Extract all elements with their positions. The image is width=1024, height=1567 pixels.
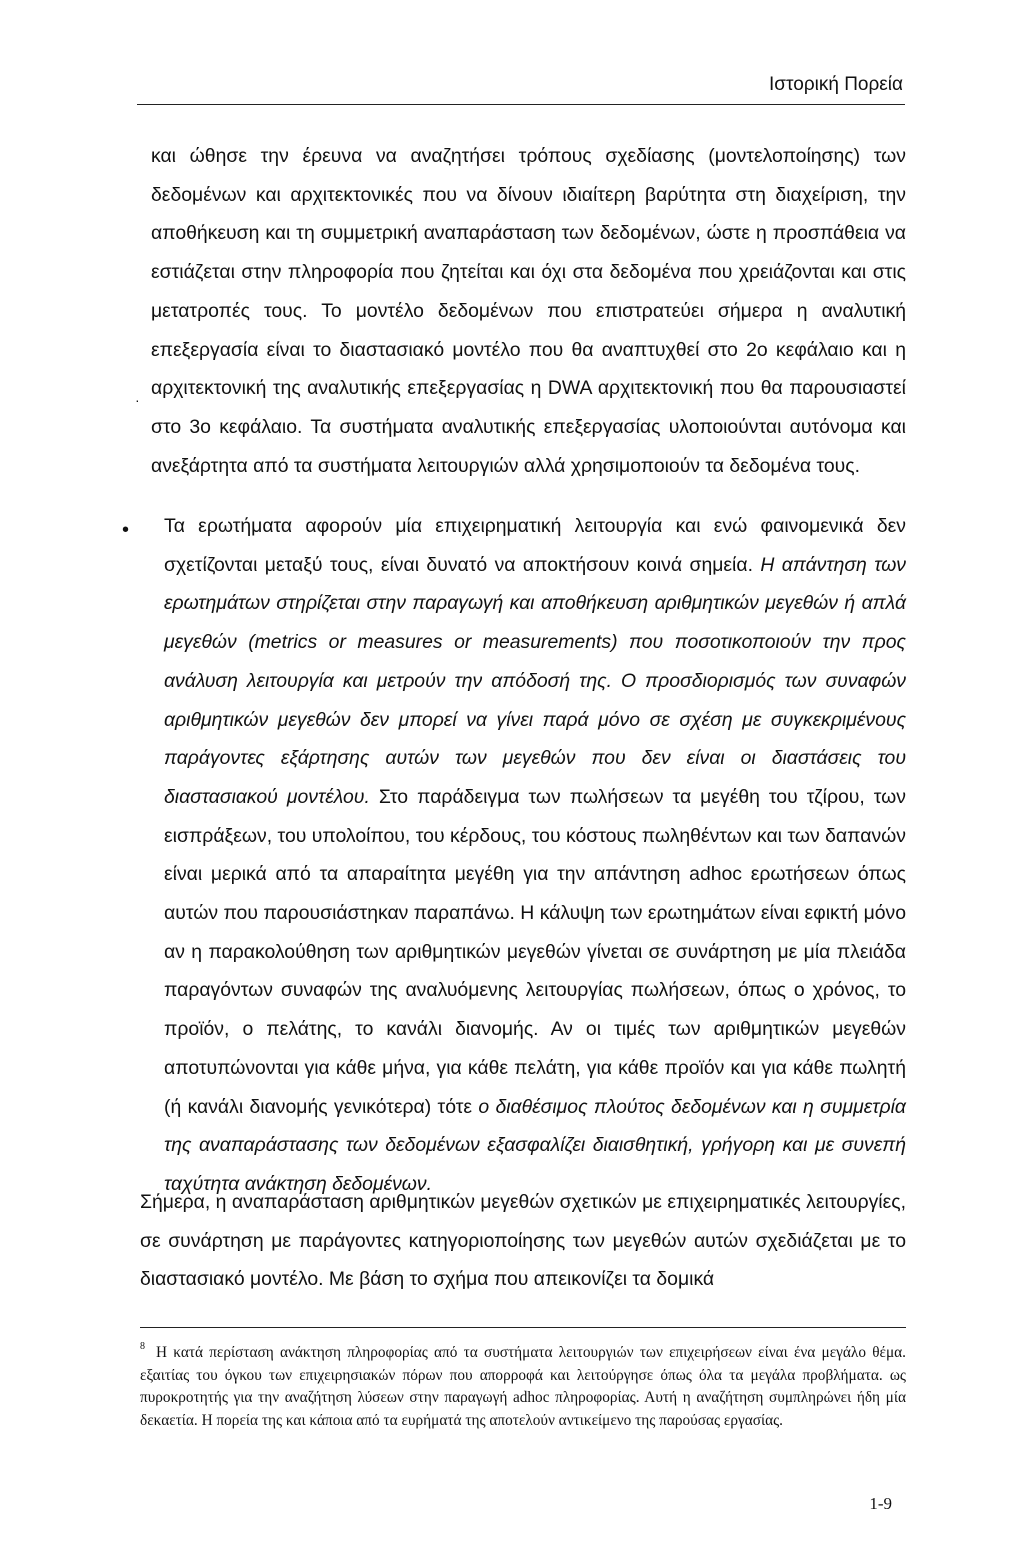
bullet-text-2: Στο παράδειγμα των πωλήσεων τα μεγέθη του τζίρου, των εισπράξεων, του υπολοίπου, του κέρδους, του κόστους πωληθέντων και των δαπανών είναι μερικά από τα απαραίτητα μεγέθη για την απάντηση adhoc ερωτήσεων όπως αυτών που παρουσιάστηκαν παραπάνω. Η κάλυψη των ερωτημάτων είναι εφικτή μόνο αν η παρακολούθηση των αριθμητικών μεγεθών γίνεται σε συνάρτηση με μία πλειάδα παραγόντων συναφών της αναλυόμενης λειτουργίας πωλήσεων, όπως ο χρόνος, το προϊόν, ο πελάτης, το κανάλι διανομής. Αν οι τιμές των αριθμητικών μεγεθών αποτυπώνονται για κάθε μήνα, για κάθε πελάτη, για κάθε προϊόν και για κάθε πωλητή (ή κανάλι διανομής γενικότερα) τότε xyxy=(164,785,906,1118)
bullet-paragraph xyxy=(164,507,906,1204)
margin-mark: · xyxy=(135,392,140,408)
footnote xyxy=(140,1342,906,1432)
bullet-italic-1: Η απάντηση των ερωτημάτων στηρίζεται στην παραγωγή και αποθήκευση αριθμητικών μεγεθών ή απλά μεγεθών (metrics or measures or measurements) που ποσοτικοποιούν την προς ανάλυση λειτουργία και μετρούν την απόδοσή της. Ο προσδιορισμός των συναφών αριθμητικών μεγεθών δεν μπορεί να γίνει παρά μόνο σε σχέση με συγκεκριμένους παράγοντες εξάρτησης αυτών των μεγεθών που δεν είναι οι διαστάσεις του διαστασιακού μοντέλου. xyxy=(164,553,907,808)
bullet-italic-2: ο διαθέσιμος πλούτος δεδομένων και η συμμετρία της αναπαράστασης των δεδομένων εξασφαλίζει διαισθητική, γρήγορη και με συνεπή ταχύτητα ανάκτηση δεδομένων. xyxy=(164,1095,906,1195)
footnote-marker: 8 xyxy=(140,1341,145,1352)
paragraph-today: Σήμερα, η αναπαράσταση αριθμητικών μεγεθών σχετικών με επιχειρηματικές λειτουργίες, σε συνάρτηση με παράγοντες κατηγοριοποίησης των μεγεθών αυτών σχεδιάζεται με το διαστασιακό μοντέλο. Με βάση το σχήμα που απεικονίζει τα δομικά xyxy=(140,1191,906,1291)
running-header-title: Ιστορική Πορεία xyxy=(769,74,903,95)
paragraph-continuation: και ώθησε την έρευνα να αναζητήσει τρόπους σχεδίασης (μοντελοποίησης) των δεδομένων και αρχιτεκτονικές που να δίνουν ιδιαίτερη βαρύτητα στη διαχείριση, την αποθήκευση και τη συμμετρική αναπαράσταση των δεδομένων, ώστε η προσπάθεια να εστιάζεται στην πληροφορία που ζητείται και όχι στα δεδομένα που χρειάζονται και στις μετατροπές τους. Το μοντέλο δεδομένων που επιστρατεύει σήμερα η αναλυτική επεξεργασία είναι το διαστασιακό μοντέλο που θα αναπτυχθεί στο 2ο κεφάλαιο και η αρχιτεκτονική της αναλυτικής επεξεργασίας η DWA αρχιτεκτονική που θα παρουσιαστεί στο 3ο κεφάλαιο. Τα συστήματα αναλυτικής επεξεργασίας υλοποιούνται αυτόνομα και ανεξάρτητα από τα συστήματα λειτουργιών αλλά χρησιμοποιούν τα δεδομένα τους. xyxy=(151,145,906,477)
bullet-text-1: Τα ερωτήματα αφορούν μία επιχειρηματική λειτουργία και ενώ φαινομενικά δεν σχετίζονται μεταξύ τους, είναι δυνατό να αποκτήσουν κοινά σημεία. xyxy=(164,515,906,576)
page-header xyxy=(137,66,905,105)
footnote-divider xyxy=(140,1327,906,1328)
page-number: 1-9 xyxy=(869,1494,892,1513)
footnote-text: Η κατά περίσταση ανάκτηση πληροφορίας από τα συστήματα λειτουργιών των επιχειρήσεων είναι ένα μεγάλο θέμα. εξαιτίας του όγκου των επιχειρησιακών πόρων που απορροφά και λειτούργησε όπως όλα τα μεγάλα προβλήματα. ως πυροκροτητής για την αναζήτηση λύσεων στην παραγωγή adhoc πληροφορίας. Αυτή η αναζήτηση συμπληρώνει ήδη μία δεκαετία. Η πορεία της και κάποια από τα ευρήματά της αποτελούν αντικείμενο της παρούσας εργασίας. xyxy=(140,1344,906,1429)
bullet-point-icon: • xyxy=(122,519,130,541)
